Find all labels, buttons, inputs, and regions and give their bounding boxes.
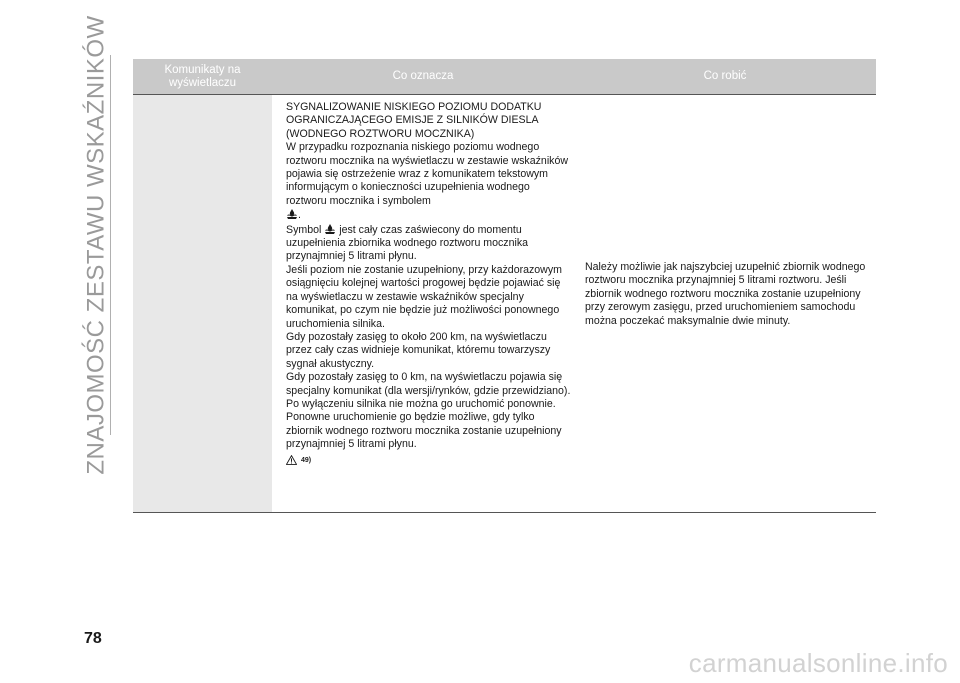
warning-triangle-icon <box>286 455 297 465</box>
table-bottom-rule <box>133 512 876 513</box>
warning-reference <box>286 454 571 467</box>
warning-reference-number: 49) <box>301 456 312 464</box>
display-message-cell <box>133 95 272 513</box>
meaning-paragraph-4: Gdy pozostały zasięg to około 200 km, na wyświetlaczu przez cały czas widnieje komunikat, któremu towarzyszy sygnał akustyczny. <box>286 330 551 370</box>
meaning-paragraph-3: Jeśli poziom nie zostanie uzupełniony, przy każdorazowym osiągnięciu kolejnej wartości progowej będzie pojawiać się na wyświetlaczu w zestawie wskaźników specjalny komunikat, po czym nie będzie już możliwości ponownego uruchomienia silnika. <box>286 263 562 330</box>
meaning-paragraph-1: W przypadku rozpoznania niskiego poziomu wodnego roztworu mocznika na wyświetlaczu w zestawie wskaźników pojawia się ostrzeżenie wraz z komunikatem tekstowym informującym o konieczności uzupełnienia wodnego roztworu mocznika i symbolem . <box>286 141 569 222</box>
header-display-messages: Komunikaty na wyświetlaczu <box>164 63 241 89</box>
chapter-side-title <box>80 15 114 475</box>
meaning-title: SYGNALIZOWANIE NISKIEGO POZIOMU DODATKU OGRANICZAJĄCEGO EMISJE Z SILNIKÓW DIESLA (WODNEGO ROZTWORU MOCZNIKA) <box>286 101 542 140</box>
watermark: carmanualsonline.info <box>688 648 948 678</box>
meaning-paragraph-5: Gdy pozostały zasięg to 0 km, na wyświetlaczu pojawia się specjalny komunikat (dla wersji/rynków, gdzie przewidziano). Po wyłączeniu silnika nie można go uruchomić ponownie. <box>286 371 571 410</box>
action-text: Należy możliwie jak najszybciej uzupełnić zbiornik wodnego roztworu mocznika przynajmniej 5 litrami roztworu. Jeśli zbiornik wodnego roztworu mocznika zostanie uzupełniony przy zerowym zasięgu, przed uruchomieniem samochodu można poczekać maksymalnie dwie minuty. <box>585 261 866 327</box>
side-divider <box>110 55 111 435</box>
meaning-cell <box>286 101 571 467</box>
page-number: 78 <box>84 630 102 647</box>
adblue-fluid-icon <box>324 223 336 235</box>
header-meaning: Co oznacza <box>392 70 454 82</box>
table-header <box>133 59 876 94</box>
meaning-paragraph-6: Ponowne uruchomienie go będzie możliwe, gdy tylko zbiornik wodnego roztworu mocznika zostanie uzupełniony przynajmniej 5 litrami płynu. <box>286 411 562 451</box>
adblue-fluid-icon <box>286 208 298 220</box>
chapter-side-title-text: ZNAJOMOŚĆ ZESTAWU WSKAŹNIKÓW <box>83 15 111 475</box>
meaning-paragraph-2: Symbol jest cały czas zaświecony do momentu uzupełnienia zbiornika wodnego roztworu mocznika przynajmniej 5 litrami płynu. <box>286 223 529 263</box>
messages-table <box>133 59 876 513</box>
header-action: Co robić <box>703 70 747 82</box>
action-cell <box>585 261 873 328</box>
